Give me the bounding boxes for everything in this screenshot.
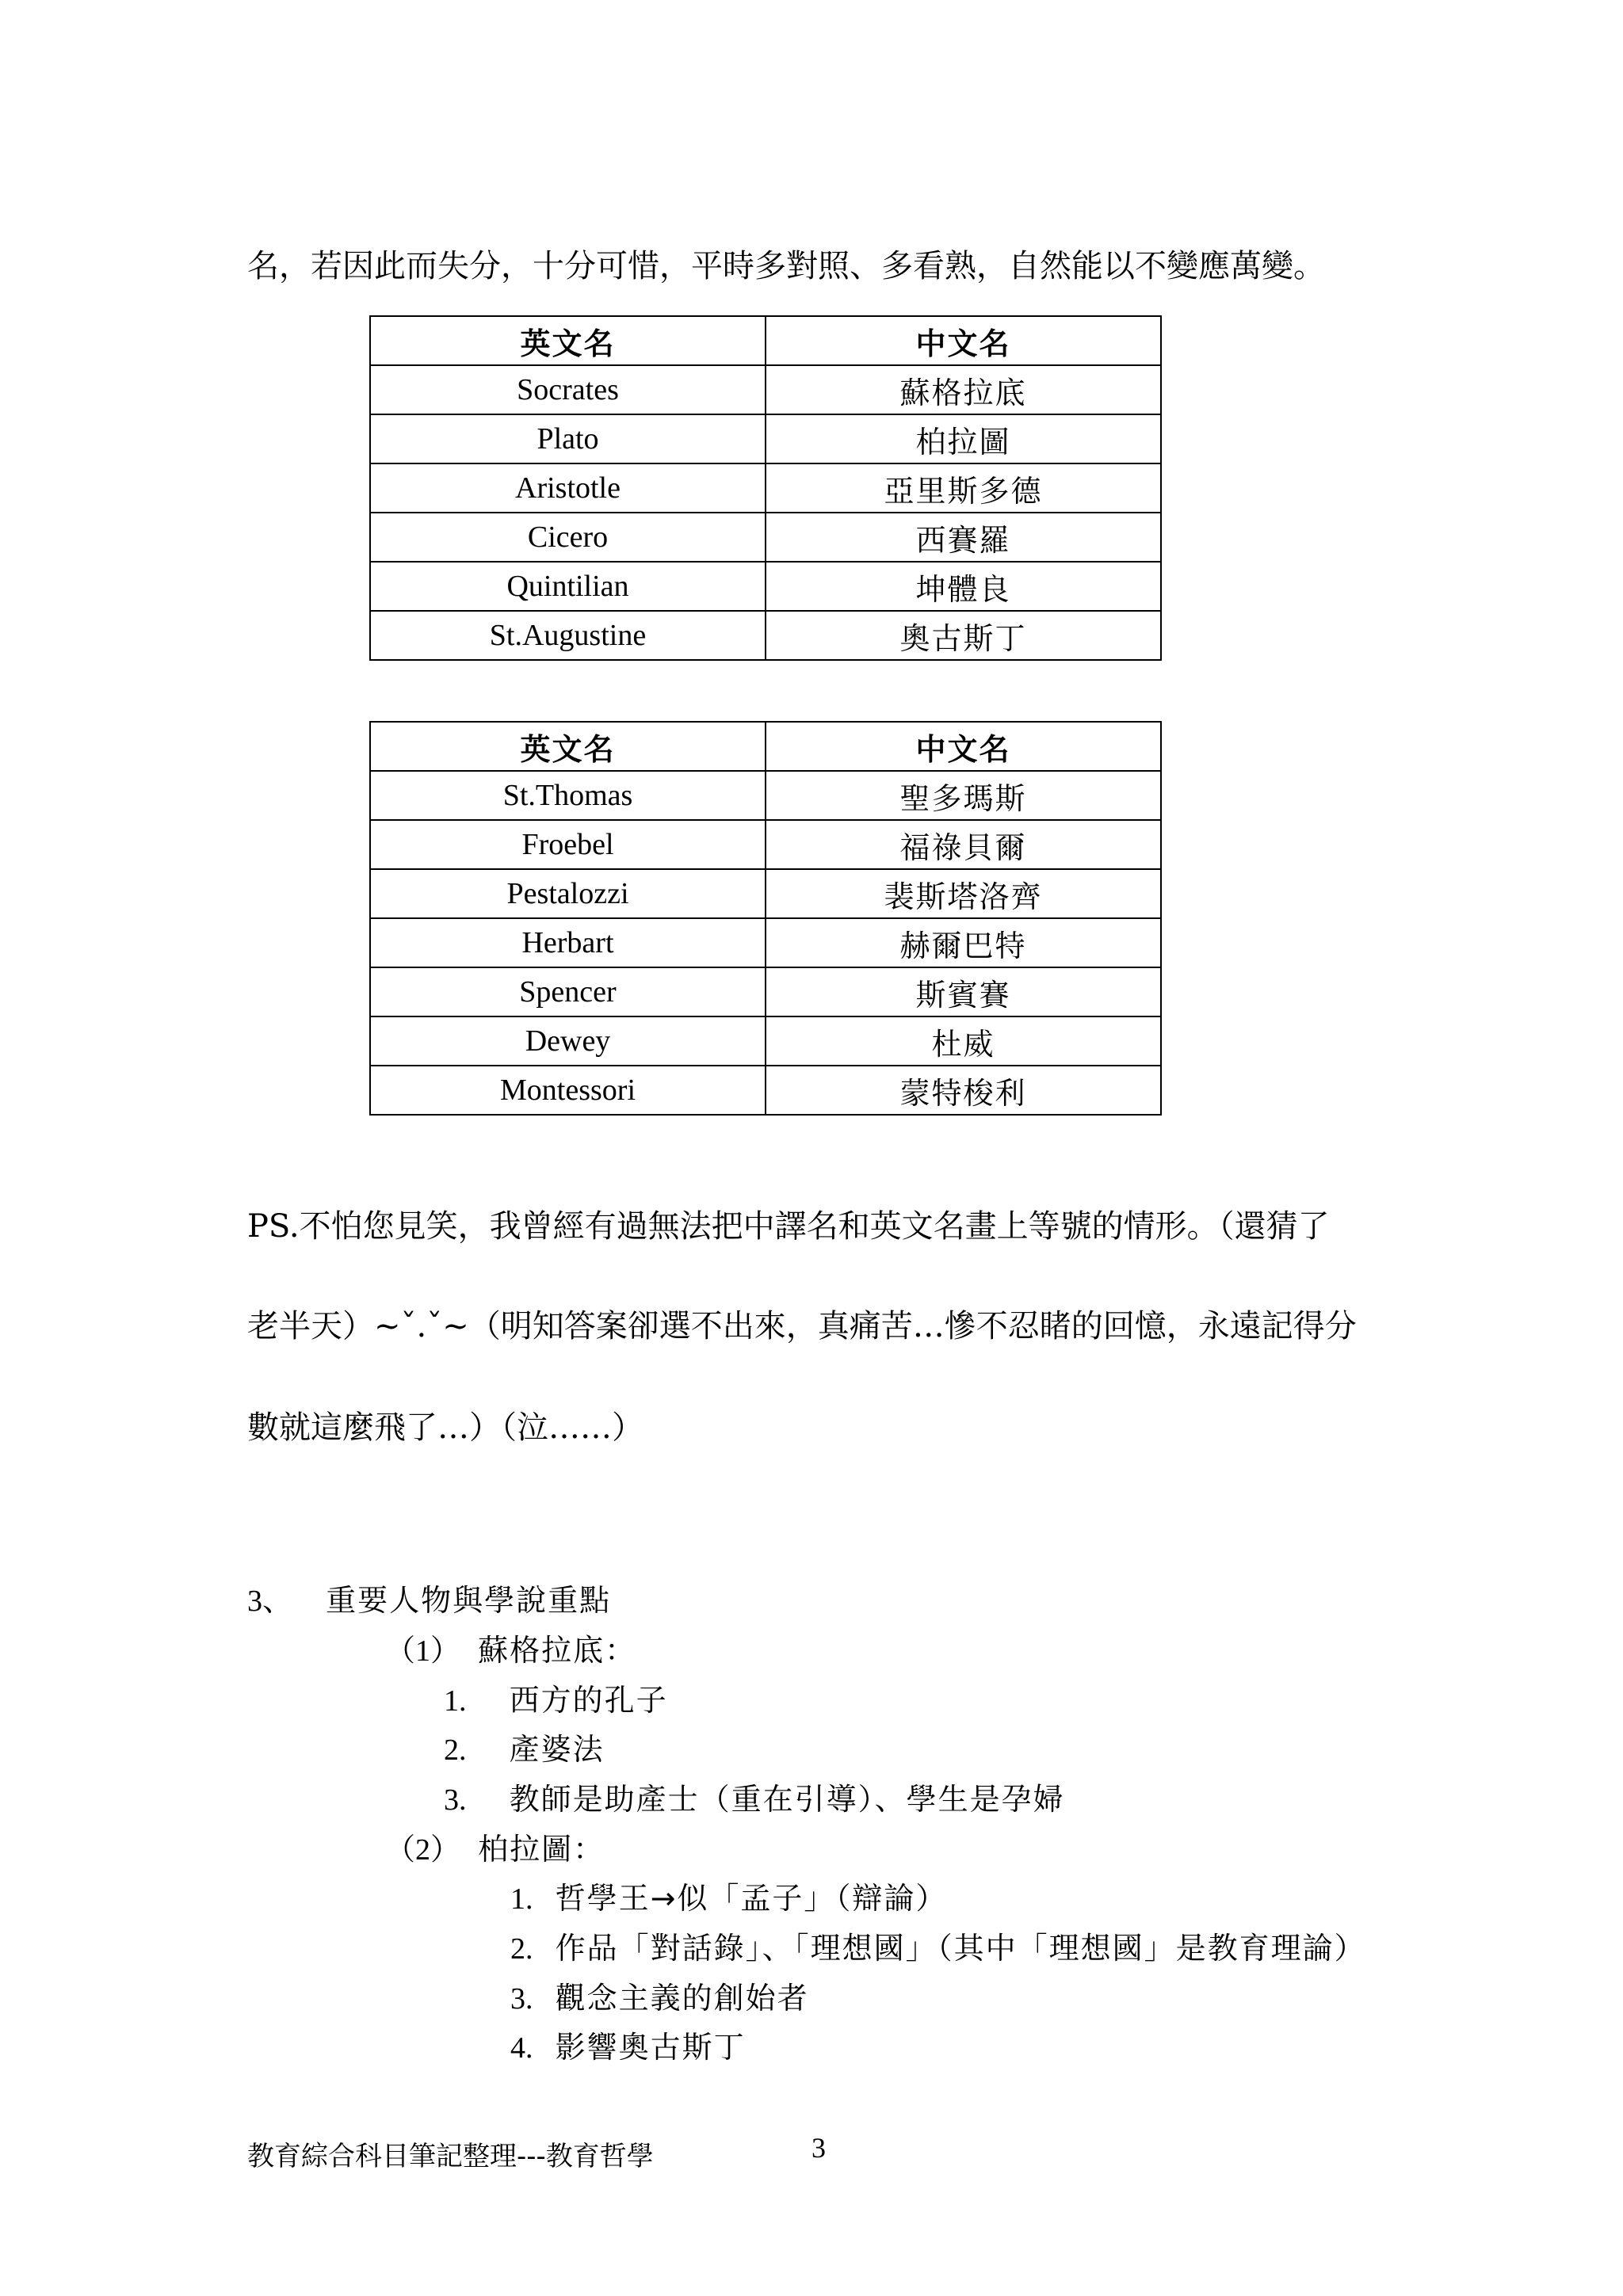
item-number: 2.: [510, 1932, 533, 1966]
chinese-name-cell: 杜威: [766, 1016, 1161, 1066]
table-header-row: [370, 316, 1161, 365]
english-name-cell: Dewey: [370, 1016, 766, 1066]
list-item: [510, 1928, 1366, 1969]
table-row: [370, 869, 1161, 918]
list-item: [444, 1779, 1065, 1820]
list-item: [444, 1680, 668, 1721]
chinese-name-cell: 裴斯塔洛齊: [766, 869, 1161, 918]
chinese-name-cell: 聖多瑪斯: [766, 771, 1161, 820]
chinese-name-cell: 柏拉圖: [766, 414, 1161, 463]
ps-note-line-3: 數就這麼飛了…）（泣……）: [247, 1409, 643, 1446]
item-text: 觀念主義的創始者: [555, 1981, 809, 2016]
chinese-name-cell: 蒙特梭利: [766, 1066, 1161, 1115]
name-table-2: [369, 721, 1162, 1116]
chinese-name-cell: 赫爾巴特: [766, 918, 1161, 967]
english-name-cell: Herbart: [370, 918, 766, 967]
subsection-title: 柏拉圖：: [478, 1832, 605, 1867]
chinese-name-cell: 坤體良: [766, 562, 1161, 611]
table-row: [370, 1016, 1161, 1066]
chinese-name-cell: 斯賓賽: [766, 967, 1161, 1016]
intro-paragraph: 名，若因此而失分，十分可惜，平時多對照、多看熟，自然能以不變應萬變。: [247, 248, 1325, 284]
english-name-cell: Montessori: [370, 1066, 766, 1115]
item-text: 影響奧古斯丁: [555, 2030, 746, 2065]
english-name-cell: Cicero: [370, 513, 766, 562]
english-name-cell: St.Augustine: [370, 611, 766, 660]
item-text: 產婆法: [509, 1732, 605, 1767]
english-name-cell: Pestalozzi: [370, 869, 766, 918]
subsection-title: 蘇格拉底：: [478, 1633, 637, 1668]
table-row: [370, 463, 1161, 513]
table-row: [370, 820, 1161, 869]
chinese-name-cell: 西賽羅: [766, 513, 1161, 562]
table-row: [370, 562, 1161, 611]
chinese-name-cell: 蘇格拉底: [766, 365, 1161, 414]
subsection-2-heading: [385, 1829, 605, 1870]
table-row: [370, 365, 1161, 414]
name-table-1: [369, 315, 1162, 661]
item-number: 1.: [510, 1882, 533, 1916]
chinese-name-cell: 亞里斯多德: [766, 463, 1161, 513]
english-name-cell: Quintilian: [370, 562, 766, 611]
item-number: 4.: [510, 2031, 533, 2065]
table-row: [370, 1066, 1161, 1115]
table-row: [370, 771, 1161, 820]
item-text: 西方的孔子: [509, 1683, 668, 1718]
list-item: [510, 2027, 746, 2068]
section-title: 重要人物與學說重點: [326, 1583, 612, 1618]
table-header-row: [370, 722, 1161, 771]
table-row: [370, 918, 1161, 967]
table-row: [370, 967, 1161, 1016]
header-chinese-name: 中文名: [766, 316, 1161, 365]
item-number: 2.: [444, 1733, 467, 1767]
footer-document-title: 教育綜合科目筆記整理---教育哲學: [247, 2141, 654, 2172]
header-english-name: 英文名: [370, 316, 766, 365]
list-item: [444, 1730, 605, 1770]
ps-note-line-2: 老半天）~ˇ.ˇ~（明知答案卻選不出來，真痛苦…慘不忍睹的回憶，永遠記得分: [247, 1308, 1357, 1344]
item-number: 3.: [510, 1982, 533, 2016]
item-text: 哲學王→似「孟子」（辯論）: [555, 1881, 948, 1916]
table-row: [370, 611, 1161, 660]
item-number: 1.: [444, 1684, 467, 1718]
header-english-name: 英文名: [370, 722, 766, 771]
page-number: 3: [812, 2132, 826, 2164]
item-text: 作品「對話錄」、「理想國」（其中「理想國」是教育理論）: [555, 1931, 1366, 1966]
header-chinese-name: 中文名: [766, 722, 1161, 771]
table-row: [370, 513, 1161, 562]
english-name-cell: Froebel: [370, 820, 766, 869]
item-number: 3.: [444, 1783, 467, 1817]
english-name-cell: Spencer: [370, 967, 766, 1016]
english-name-cell: Socrates: [370, 365, 766, 414]
item-text: 教師是助產士（重在引導）、學生是孕婦: [509, 1782, 1065, 1817]
list-item: [510, 1978, 809, 2019]
subsection-1-heading: [385, 1630, 636, 1671]
english-name-cell: Aristotle: [370, 463, 766, 513]
chinese-name-cell: 福祿貝爾: [766, 820, 1161, 869]
list-item: [510, 1878, 947, 1919]
english-name-cell: Plato: [370, 414, 766, 463]
section-3-heading: [247, 1581, 611, 1621]
ps-note-line-1: PS.不怕您見笑，我曾經有過無法把中譯名和英文名畫上等號的情形。（還猜了: [247, 1208, 1330, 1245]
chinese-name-cell: 奧古斯丁: [766, 611, 1161, 660]
english-name-cell: St.Thomas: [370, 771, 766, 820]
subsection-number: （1）: [385, 1634, 461, 1668]
subsection-number: （2）: [385, 1833, 461, 1867]
table-row: [370, 414, 1161, 463]
section-number: 3、: [247, 1585, 293, 1618]
